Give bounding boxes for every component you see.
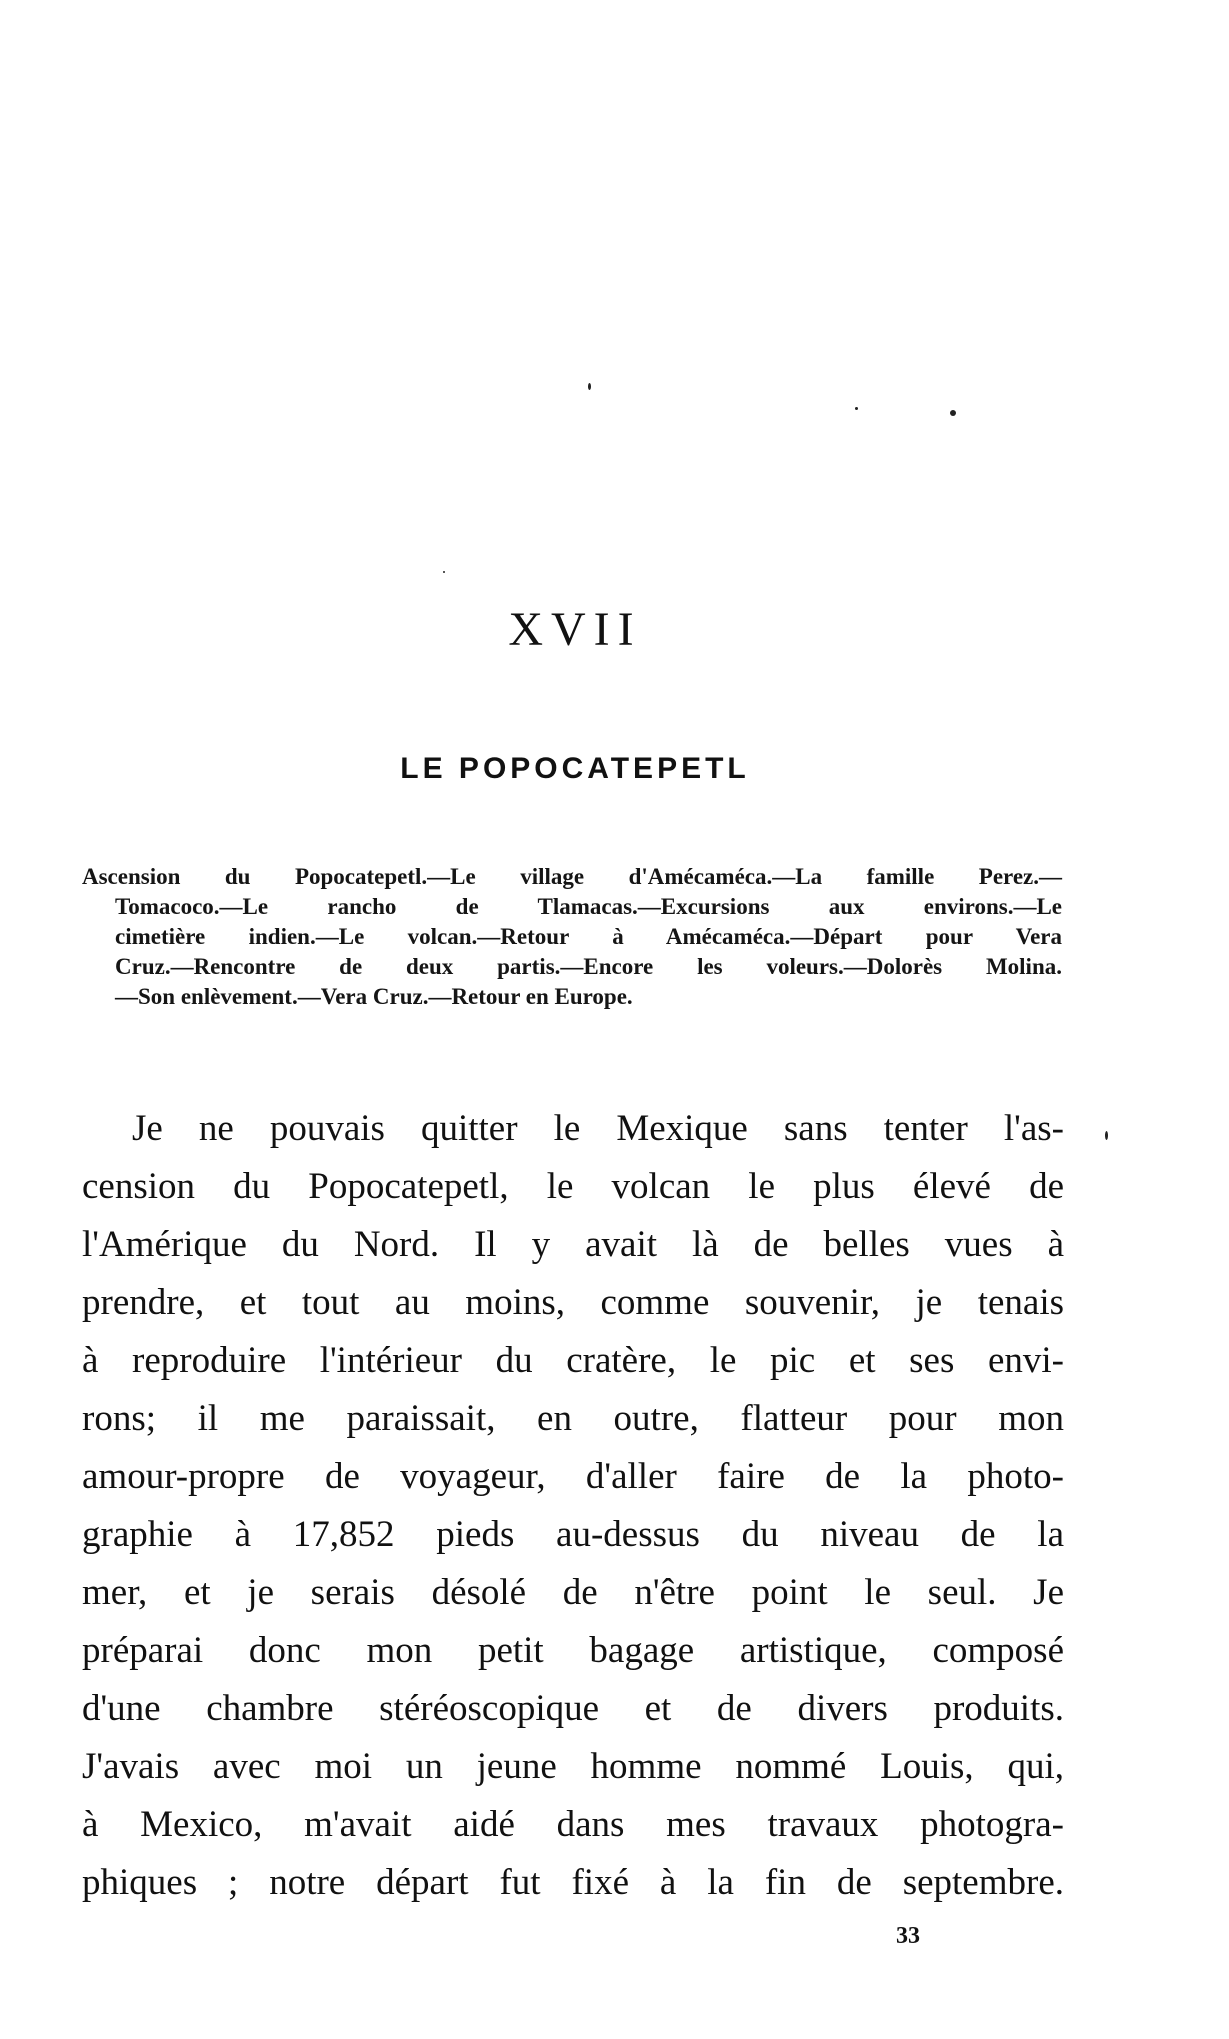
- body-line: J'avais avec moi un jeune homme nommé Louis, qui,: [82, 1746, 1064, 1787]
- body-line: mer, et je serais désolé de n'être point le seul. Je: [82, 1572, 1064, 1613]
- body-line: d'une chambre stéréoscopique et de divers produits.: [82, 1688, 1064, 1729]
- chapter-summary: [82, 862, 1062, 1012]
- body-line: rons; il me paraissait, en outre, flatteur pour mon: [82, 1398, 1064, 1439]
- summary-line: Tomacoco.—Le rancho de Tlamacas.—Excursions aux environs.—Le: [115, 894, 1062, 919]
- scan-speck: [588, 383, 591, 390]
- scan-speck: [855, 407, 858, 410]
- body-line: préparai donc mon petit bagage artistique, composé: [82, 1630, 1064, 1671]
- body-line: à Mexico, m'avait aidé dans mes travaux photogra-: [82, 1804, 1064, 1845]
- body-line: amour-propre de voyageur, d'aller faire de la photo-: [82, 1456, 1064, 1497]
- body-line: à reproduire l'intérieur du cratère, le pic et ses envi-: [82, 1340, 1064, 1381]
- body-line: graphie à 17,852 pieds au-dessus du niveau de la: [82, 1514, 1064, 1555]
- chapter-title: LE POPOCATEPETL: [400, 752, 750, 785]
- body-line: prendre, et tout au moins, comme souvenir, je tenais: [82, 1282, 1064, 1323]
- body-line: phiques ; notre départ fut fixé à la fin de septembre.: [82, 1862, 1064, 1903]
- body-line: Je ne pouvais quitter le Mexique sans tenter l'as-: [132, 1108, 1064, 1149]
- summary-line: —Son enlèvement.—Vera Cruz.—Retour en Europe.: [115, 984, 633, 1009]
- summary-line: Cruz.—Rencontre de deux partis.—Encore les voleurs.—Dolorès Molina.: [115, 954, 1062, 979]
- scan-speck: [950, 410, 956, 416]
- summary-line: Ascension du Popocatepetl.—Le village d'Amécaméca.—La famille Perez.—: [82, 864, 1062, 889]
- summary-line: cimetière indien.—Le volcan.—Retour à Amécaméca.—Départ pour Vera: [115, 924, 1062, 949]
- scan-speck: [443, 571, 445, 573]
- scan-speck: [1105, 1131, 1108, 1140]
- chapter-number: XVII: [508, 603, 642, 656]
- page-number: 33: [896, 1923, 920, 1949]
- body-line: cension du Popocatepetl, le volcan le plus élevé de: [82, 1166, 1064, 1207]
- body-paragraph: [82, 1100, 1064, 1912]
- body-line: l'Amérique du Nord. Il y avait là de belles vues à: [82, 1224, 1064, 1265]
